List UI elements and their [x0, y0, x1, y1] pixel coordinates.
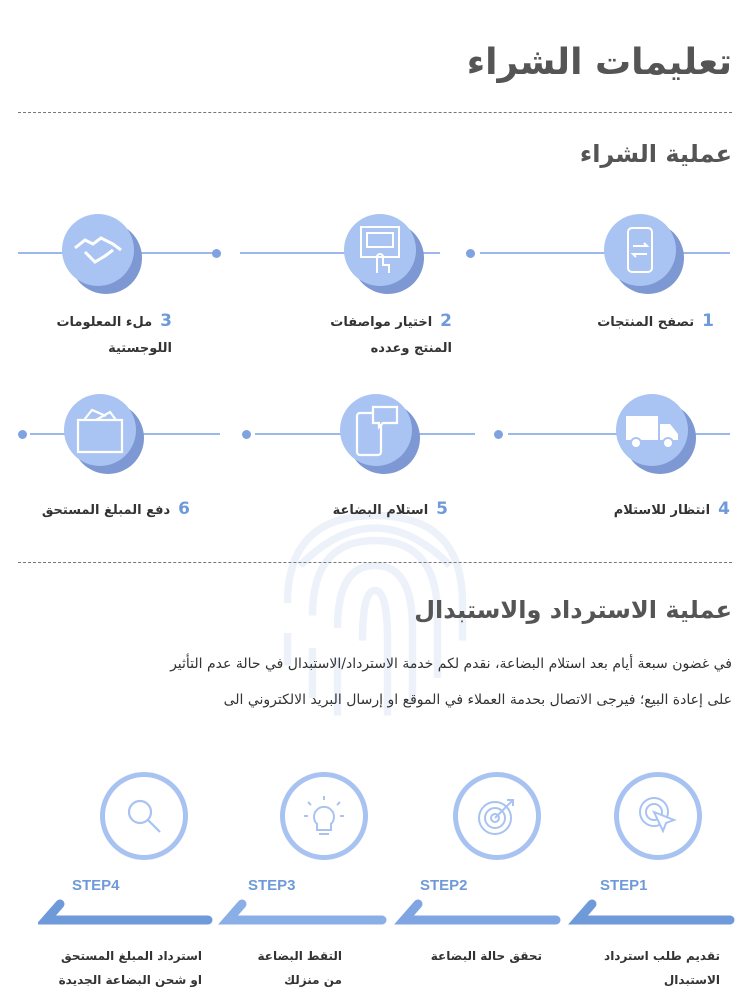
step-3-label: 3ملء المعلومات اللوجستية [56, 311, 172, 356]
return-step-2-circle [453, 772, 541, 860]
return-step-4-label: استرداد المبلغ المستحق او شحن البضاعة الجديدة [58, 949, 202, 987]
magnifier-icon [124, 796, 164, 836]
handshake-icon [73, 230, 123, 270]
step-5-circle [340, 394, 412, 466]
step-5-label: 5استلام البضاعة [332, 499, 448, 519]
return-step-2-tag: STEP2 [420, 877, 468, 894]
return-step-4-tag: STEP4 [72, 877, 120, 894]
arrow-track [38, 896, 738, 932]
step-4-label: 4انتظار للاستلام [613, 499, 730, 519]
cursor-target-icon [636, 794, 680, 838]
wallet-icon [74, 406, 126, 454]
target-icon [475, 794, 519, 838]
return-step-1-tag: STEP1 [600, 877, 648, 894]
page-title: تعليمات الشراء [466, 42, 732, 83]
return-step-1-circle [614, 772, 702, 860]
step-2-circle [344, 214, 416, 286]
step-6-label: 6دفع المبلغ المستحق [41, 499, 190, 519]
return-step-2-label: تحقق حالة البضاعة [430, 949, 542, 963]
connector-dot [212, 249, 221, 258]
step-2-label: 2اختيار مواصفات المنتج وعدده [330, 311, 452, 356]
step-1-circle [604, 214, 676, 286]
divider [18, 562, 732, 563]
connector-dot [466, 249, 475, 258]
chat-phone-icon [351, 403, 401, 457]
touch-screen-icon [357, 225, 403, 275]
return-step-1-label: تقديم طلب استرداد الاستبدال [604, 949, 720, 987]
step-1-label: 1تصفح المنتجات [597, 311, 714, 331]
connector-dot [18, 430, 27, 439]
lightbulb-icon [302, 794, 346, 838]
connector-dot [242, 430, 251, 439]
return-step-3-label: التقط البضاعة من منزلك [257, 949, 342, 987]
returns-heading: عملية الاسترداد والاستبدال [414, 596, 732, 624]
step-4-circle [616, 394, 688, 466]
return-step-3-circle [280, 772, 368, 860]
connector-dot [494, 430, 503, 439]
return-step-3-tag: STEP3 [248, 877, 296, 894]
return-step-4-circle [100, 772, 188, 860]
step-3-circle [62, 214, 134, 286]
purchase-heading: عملية الشراء [579, 140, 732, 168]
step-6-circle [64, 394, 136, 466]
returns-paragraph-line-1: في غضون سبعة أيام بعد استلام البضاعة، نقدم لكم خدمة الاسترداد/الاستبدال في حالة عدم التأثير [170, 656, 732, 672]
divider [18, 112, 732, 113]
phone-transfer-icon [620, 226, 660, 274]
delivery-truck-icon [624, 410, 680, 450]
returns-paragraph-line-2: على إعادة البيع؛ فيرجى الاتصال بحدمة العملاء في الموقع او إرسال البريد الالكتروني الى [223, 692, 732, 708]
